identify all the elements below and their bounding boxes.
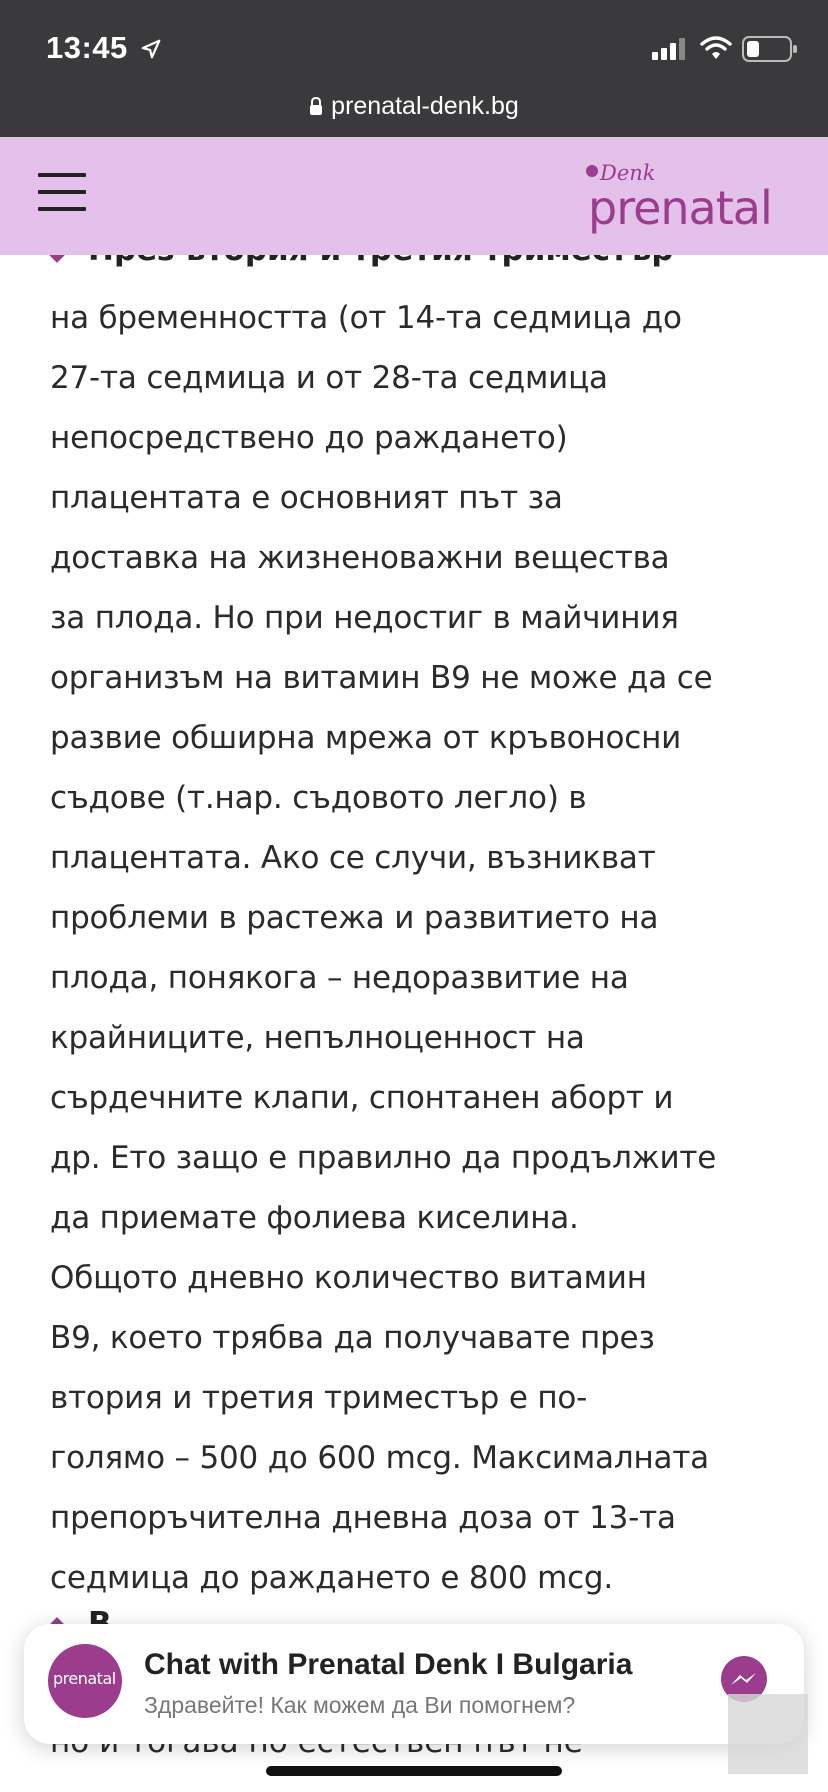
scroll-to-top-button[interactable] [728,1694,808,1774]
paragraph-line: да приемате фолиева киселина. [50,1200,579,1236]
paragraph-line: проблеми в растежа и развитието на [50,900,659,936]
paragraph-line: крайниците, непълноценност на [50,1020,585,1056]
chat-widget[interactable] [24,1624,804,1744]
site-header [0,137,828,255]
paragraph-line: др. Ето защо е правилно да продължите [50,1140,717,1176]
status-time: 13:45 [46,30,128,65]
paragraph-line: плацентата е основният път за [50,480,563,516]
paragraph-line: за плода. Но при недостиг в майчиния [50,600,679,636]
battery-icon [742,36,798,62]
menu-icon[interactable] [38,173,86,213]
paragraph-line: сърдечните клапи, спонтанен аборт и [50,1080,674,1116]
logo-main-text: prenatal [588,181,772,235]
site-logo[interactable] [586,159,796,239]
paragraph-line: Общото дневно количество витамин [50,1260,647,1296]
lock-icon [309,97,323,115]
address-bar[interactable] [0,92,828,121]
logo-dot-icon [586,165,598,177]
logo-small-text: Denk [600,161,656,185]
article-paragraph [50,288,795,1608]
paragraph-line: съдове (т.нар. съдовото легло) в [50,780,587,816]
paragraph-line: организъм на витамин B9 не може да се [50,660,713,696]
chat-avatar-text: prenatal [53,1669,116,1688]
wifi-icon [700,36,732,60]
paragraph-line: непосредствено до раждането) [50,420,568,456]
paragraph-line: B9, което трябва да получавате през [50,1320,655,1356]
chat-subtitle: Здравейте! Как можем да Ви помогнем? [144,1692,576,1718]
paragraph-line: голямо – 500 до 600 mcg. Максималната [50,1440,709,1476]
address-url: prenatal-denk.bg [331,92,519,120]
paragraph-line: плода, понякога – недоразвитие на [50,960,629,996]
paragraph-line: препоръчителна дневна доза от 13-та [50,1500,676,1536]
paragraph-line: доставка на жизненоважни вещества [50,540,670,576]
chat-title: Chat with Prenatal Denk I Bulgaria [144,1648,633,1681]
paragraph-line: 27-та седмица и от 28-та седмица [50,360,608,396]
chat-avatar [48,1644,122,1718]
paragraph-line: втория и третия триместър е по- [50,1380,588,1416]
home-indicator [266,1766,562,1776]
cellular-signal-icon [652,38,690,60]
paragraph-line: на бременността (от 14-та седмица до [50,300,682,336]
paragraph-line: седмица до раждането е 800 mcg. [50,1560,614,1596]
paragraph-line: развие обширна мрежа от кръвоносни [50,720,682,756]
paragraph-line: плацентата. Ако се случи, възникват [50,840,656,876]
status-bar [0,0,828,137]
location-arrow-icon [140,38,162,60]
